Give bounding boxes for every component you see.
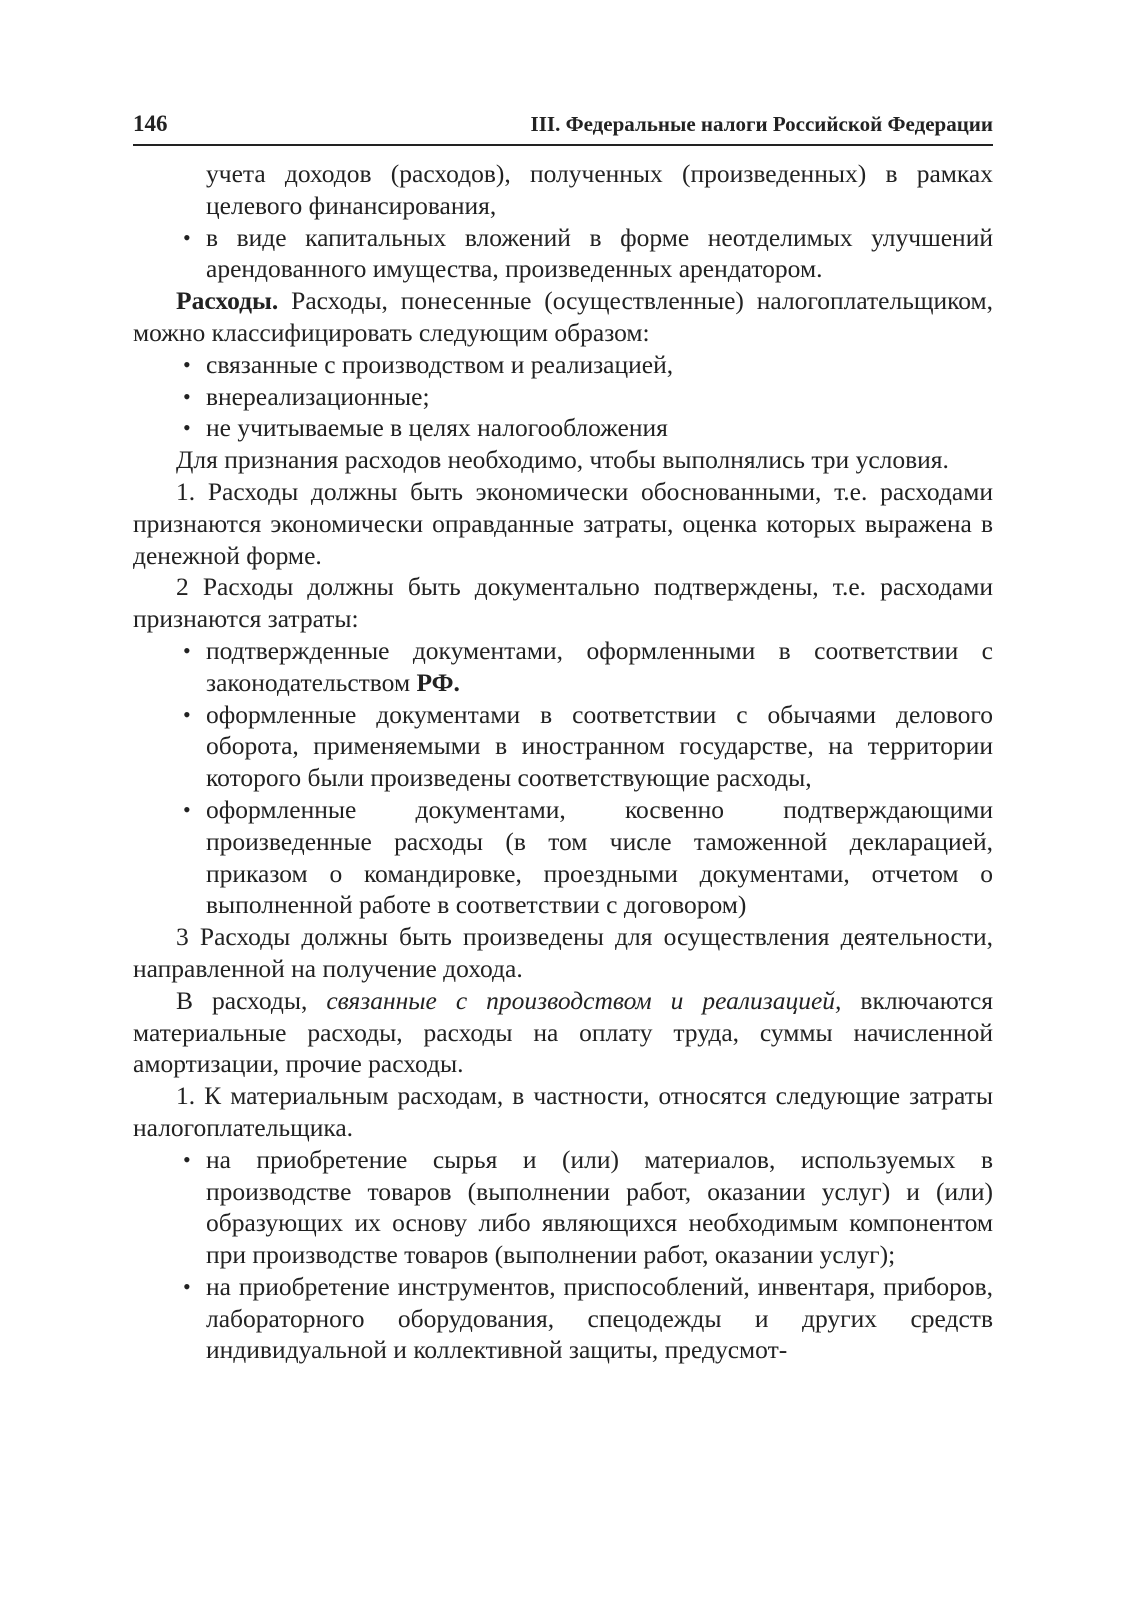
list-item-text: в виде капитальных вложений в форме неотделимых улучшений арендованного имущества, произведенных арендатором. <box>206 222 993 284</box>
bullet-icon: • <box>183 796 191 822</box>
list-item <box>133 349 993 381</box>
list-item-text: на приобретение сырья и (или) материалов, используемых в производстве товаров (выполнении работ, оказании услуг) и (или) образующих их основу либо являющихся необходимым компонентом при производстве товаров (выполнении работ, оказании услуг); <box>206 1144 993 1270</box>
paragraph-condition-2: 2 Расходы должны быть документально подтверждены, т.е. расходами признаются затраты: <box>133 572 993 634</box>
paragraph-condition-3: 3 Расходы должны быть произведены для осуществления деятельности, направленной на получение дохода. <box>133 922 993 983</box>
paragraph-text: В расходы, <box>176 985 308 1015</box>
bullet-icon: • <box>183 351 191 377</box>
list-item-emphasis: РФ. <box>416 667 460 697</box>
bullet-icon: • <box>183 1146 191 1172</box>
paragraph-material: 1. К материальным расходам, в частности, относятся следующие затраты налогоплательщика. <box>133 1081 993 1142</box>
list-item <box>133 381 993 413</box>
paragraph-expenses <box>133 285 993 349</box>
list-item-text: на приобретение инструментов, приспособлений, инвентаря, приборов, лабораторного оборудования, спецодежды и других средств индивидуальной и коллективной защиты, предусмот- <box>206 1271 993 1365</box>
list-item <box>133 1144 993 1271</box>
section-title: III. Федеральные налоги Российской Федерации <box>530 112 993 136</box>
paragraph-inclusions <box>133 985 993 1080</box>
paragraph-condition-1: 1. Расходы должны быть экономически обоснованными, т.е. расходами признаются экономически оправданные затраты, оценка которых выражена в денежной форме. <box>133 476 993 570</box>
paragraph-conditions: Для признания расходов необходимо, чтобы выполнялись три условия. <box>176 445 949 475</box>
term-heading: Расходы. <box>176 286 279 316</box>
bullet-icon: • <box>183 637 191 663</box>
continued-paragraph: учета доходов (расходов), полученных (произведенных) в рамках целевого финансирования, <box>206 159 993 220</box>
list-item-text: связанные с производством и реализацией, <box>206 349 674 379</box>
list-item-text: подтвержденные документами, оформленными в соответствии с законодательством <box>206 635 993 697</box>
list-item <box>133 699 993 794</box>
italic-phrase: связанные с производством и реализацией, <box>326 985 842 1015</box>
body-text <box>133 158 993 1366</box>
running-header <box>133 108 993 146</box>
list-item <box>133 222 993 286</box>
bullet-icon: • <box>183 224 191 250</box>
bullet-icon: • <box>183 701 191 727</box>
page-number: 146 <box>133 111 168 136</box>
list-item <box>133 794 993 921</box>
list-item-text: внереализационные; <box>206 381 430 411</box>
list-item-text: не учитываемые в целях налогообложения <box>206 413 668 443</box>
list-item <box>133 412 993 444</box>
list-item <box>133 635 993 699</box>
bullet-icon: • <box>183 415 191 441</box>
bullet-icon: • <box>183 383 191 409</box>
list-item <box>133 1271 993 1366</box>
bullet-icon: • <box>183 1273 191 1299</box>
book-page <box>133 108 993 1366</box>
list-item-text: оформленные документами в соответствии с обычаями делового оборота, применяемыми в иностранном государстве, на территории которого были произведены соответствующие расходы, <box>206 699 993 793</box>
paragraph-text: включаются материальные расходы, расходы на оплату труда, суммы начисленной амортизации, прочие расходы. <box>133 985 993 1079</box>
list-item-text: оформленные документами, косвенно подтверждающими произведенные расходы (в том числе таможенной декларацией, приказом о командировке, проездными документами, отчетом о выполненной работе в соответствии с договором) <box>206 794 993 920</box>
paragraph-text: Расходы, понесенные (осуществленные) налогоплательщиком, можно классифицировать следующим образом: <box>133 286 993 347</box>
